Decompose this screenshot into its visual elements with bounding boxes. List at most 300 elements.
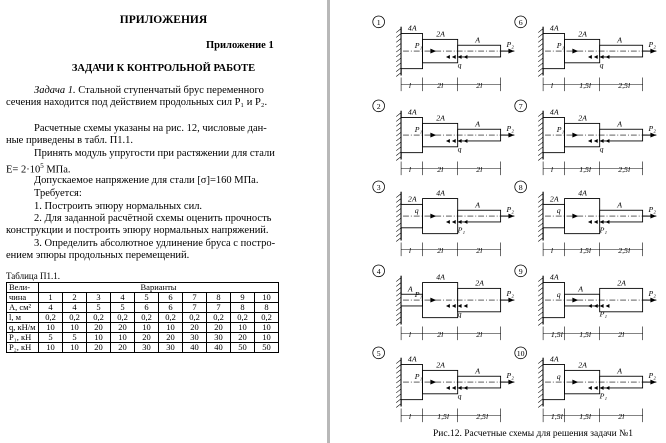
area-label: 2A <box>436 113 445 123</box>
wall-hatch <box>538 394 543 398</box>
load-label-p2: P₂ <box>648 289 656 299</box>
scheme-diagram-3 <box>370 180 520 260</box>
wall-hatch <box>396 203 401 207</box>
scheme-number: 9 <box>518 266 523 276</box>
scheme-diagram-8 <box>512 180 662 260</box>
wall-hatch <box>538 404 543 408</box>
length-label: 1,5l <box>437 412 450 422</box>
wall-hatch <box>396 292 401 296</box>
scheme-diagram-9 <box>512 264 662 344</box>
wall-hatch <box>538 317 543 321</box>
wall-hatch <box>538 147 543 151</box>
load-label-p1: q <box>556 206 561 216</box>
para2-line-2: ные приведены в табл. П1.1. <box>6 135 134 146</box>
length-label: 2l <box>618 412 625 422</box>
wall-hatch <box>396 384 401 388</box>
wall-hatch <box>538 68 543 72</box>
table-cell: 5 <box>39 333 63 343</box>
scheme-diagram-7 <box>512 99 662 179</box>
table-header-cell: Варианты <box>39 283 279 293</box>
wall-hatch <box>538 53 543 57</box>
table-row <box>7 313 279 323</box>
table-cell: 20 <box>207 323 231 333</box>
length-label: 2l <box>437 330 444 340</box>
wall-hatch <box>396 68 401 72</box>
wall-hatch <box>396 142 401 146</box>
wall-hatch <box>396 228 401 232</box>
table-cell: 7 <box>207 303 231 313</box>
p2-arrowhead <box>650 214 656 219</box>
para3-line-1: Принять модуль упругости при растяжении для стали <box>34 148 275 159</box>
task-line-1: Задача 1. Стальной ступенчатый брус переменного <box>34 85 264 96</box>
load-label-p2: P₂ <box>648 40 656 50</box>
length-label: 1,5l <box>550 412 563 422</box>
table-row <box>7 333 279 343</box>
load-label-q: q <box>457 60 462 70</box>
p2-arrowhead <box>650 380 656 385</box>
wall-hatch <box>538 292 543 296</box>
wall-hatch <box>538 132 543 136</box>
wall-hatch <box>538 63 543 67</box>
requirement-2-line-1: 2. Для заданной расчётной схемы оценить прочность <box>34 213 272 224</box>
area-label: 4A <box>407 354 417 364</box>
wall-hatch <box>396 404 401 408</box>
area-label: 2A <box>407 194 417 204</box>
wall-hatch <box>538 142 543 146</box>
length-label: 2l <box>437 165 444 175</box>
wall-hatch <box>396 399 401 403</box>
area-label: 2A <box>436 360 445 370</box>
appendix-label: Приложение 1 <box>206 40 274 51</box>
table-cell: 0,2 <box>63 313 87 323</box>
length-label: 1,5l <box>579 330 592 340</box>
load-label-p2: P₂ <box>648 124 656 134</box>
wall-hatch <box>396 302 401 306</box>
table-cell: 10 <box>159 323 183 333</box>
wall-hatch <box>538 223 543 227</box>
area-label: A <box>475 200 481 210</box>
wall-hatch <box>538 208 543 212</box>
wall-hatch <box>538 287 543 291</box>
section-title: ЗАДАЧИ К КОНТРОЛЬНОЙ РАБОТЕ <box>71 63 256 74</box>
wall-hatch <box>396 369 401 373</box>
table-cell: 10 <box>39 343 63 353</box>
scheme-diagram-10 <box>512 346 662 426</box>
wall-hatch <box>538 73 543 77</box>
wall-hatch <box>396 38 401 42</box>
area-label: A <box>617 200 623 210</box>
scheme-number: 7 <box>518 101 523 111</box>
wall-hatch <box>396 63 401 67</box>
table-cell: A, см² <box>7 303 39 313</box>
wall-hatch <box>538 360 543 364</box>
wall-hatch <box>396 317 401 321</box>
wall-hatch <box>396 137 401 141</box>
load-label-p1: q <box>414 206 419 216</box>
length-label: 2l <box>476 330 483 340</box>
wall-hatch <box>396 73 401 77</box>
table-cell: 0,2 <box>135 313 159 323</box>
area-label: 4A <box>549 23 559 33</box>
table-cell: 20 <box>111 323 135 333</box>
wall-hatch <box>538 297 543 301</box>
requirement-2-line-2: конструкции и построить эпюру нормальных напряжений. <box>6 225 269 236</box>
table-cell: 0,2 <box>39 313 63 323</box>
table-cell: 10 <box>111 333 135 343</box>
length-label: 1,5l <box>550 330 563 340</box>
table-cell: 40 <box>207 343 231 353</box>
wall-hatch <box>538 312 543 316</box>
table-row <box>7 323 279 333</box>
table-cell: 0,2 <box>183 313 207 323</box>
area-label: A <box>617 35 623 45</box>
table-cell: 5 <box>111 303 135 313</box>
wall-hatch <box>538 137 543 141</box>
wall-hatch <box>538 283 543 287</box>
para4: Допускаемое напряжение для стали [σ]=160 МПа. <box>34 175 259 186</box>
table-header-cell: чина <box>7 293 39 303</box>
p2-arrowhead <box>650 133 656 138</box>
wall-hatch <box>538 379 543 383</box>
area-label: 4A <box>549 107 559 117</box>
requirement-1: 1. Построить эпюру нормальных сил. <box>34 201 203 212</box>
table-header-cell: Вели- <box>7 283 39 293</box>
wall-hatch <box>396 208 401 212</box>
wall-hatch <box>396 312 401 316</box>
table-cell: 10 <box>87 333 111 343</box>
wall-hatch <box>538 307 543 311</box>
table-cell: 30 <box>183 333 207 343</box>
scheme-diagram-2 <box>370 99 520 179</box>
load-label-p1: P₁ <box>414 290 423 300</box>
table-cell: 0,2 <box>111 313 135 323</box>
length-label: l <box>550 246 554 256</box>
wall-hatch <box>396 322 401 326</box>
wall-hatch <box>538 233 543 237</box>
wall-hatch <box>538 384 543 388</box>
load-label-p1: P₁ <box>556 41 565 51</box>
wall-hatch <box>396 360 401 364</box>
table-cell: 0,2 <box>231 313 255 323</box>
wall-hatch <box>396 213 401 217</box>
load-label-q: q <box>457 391 462 401</box>
left-document-page <box>0 0 327 443</box>
table-cell: 10 <box>39 323 63 333</box>
table-cell: 50 <box>255 343 279 353</box>
length-label: l <box>550 165 554 175</box>
para3-line-2: $E= 2\cdot 10^5$ МПа. <box>6 162 71 176</box>
wall-hatch <box>538 38 543 42</box>
scheme-diagram-6 <box>512 15 662 95</box>
length-label: 1,5l <box>579 412 592 422</box>
length-label: 2,5l <box>618 246 631 256</box>
length-label: 2l <box>437 81 444 91</box>
table-cell: 4 <box>39 303 63 313</box>
wall-hatch <box>396 278 401 282</box>
table-cell: 5 <box>87 303 111 313</box>
area-label: 2A <box>578 360 587 370</box>
wall-hatch <box>396 394 401 398</box>
wall-hatch <box>396 127 401 131</box>
length-label: 2,5l <box>618 165 631 175</box>
table-header-cell: 1 <box>39 293 63 303</box>
load-label-q: P₁ <box>599 309 608 319</box>
area-label: A <box>407 284 413 294</box>
table-cell: 30 <box>159 343 183 353</box>
wall-hatch <box>396 48 401 52</box>
required-label: Требуется: <box>34 188 82 199</box>
wall-hatch <box>538 118 543 122</box>
table-cell: 7 <box>183 303 207 313</box>
table-header-cell: 5 <box>135 293 159 303</box>
wall-hatch <box>538 238 543 242</box>
area-label: 2A <box>578 113 587 123</box>
wall-hatch <box>538 322 543 326</box>
p2-arrowhead <box>650 49 656 54</box>
area-label: 4A <box>407 107 417 117</box>
wall-hatch <box>396 199 401 203</box>
wall-hatch <box>396 374 401 378</box>
load-label-p2: P₂ <box>648 205 656 215</box>
table-cell: 30 <box>135 343 159 353</box>
length-label: 2l <box>437 246 444 256</box>
table-cell: 0,2 <box>255 313 279 323</box>
table-header-cell: 2 <box>63 293 87 303</box>
scheme-diagram-1 <box>370 15 520 95</box>
table-header-cell: 6 <box>159 293 183 303</box>
table-cell: 6 <box>159 303 183 313</box>
wall-hatch <box>538 113 543 117</box>
length-label: 1,5l <box>579 81 592 91</box>
scheme-number: 1 <box>376 17 381 27</box>
requirement-3-line-2: ением эпюры продольных перемещений. <box>6 250 190 261</box>
table-cell: 10 <box>231 323 255 333</box>
load-label-p2: P₂ <box>506 40 514 50</box>
table-cell: 20 <box>87 323 111 333</box>
area-label: 4A <box>578 188 587 198</box>
area-label: A <box>617 366 623 376</box>
length-label: l <box>408 330 412 340</box>
table-cell: 6 <box>135 303 159 313</box>
table-header-row <box>7 283 279 293</box>
wall-hatch <box>396 157 401 161</box>
wall-hatch <box>396 365 401 369</box>
table-header-cell: 10 <box>255 293 279 303</box>
wall-hatch <box>538 228 543 232</box>
table-cell: 0,2 <box>87 313 111 323</box>
scheme-diagram-4 <box>370 264 520 344</box>
wall-hatch <box>396 147 401 151</box>
length-label: 2l <box>618 330 625 340</box>
wall-hatch <box>538 213 543 217</box>
wall-hatch <box>396 152 401 156</box>
wall-hatch <box>538 203 543 207</box>
table-cell: 50 <box>231 343 255 353</box>
area-label: A <box>475 366 481 376</box>
wall-hatch <box>396 53 401 57</box>
wall-hatch <box>538 399 543 403</box>
load-label-p2: P₂ <box>506 289 514 299</box>
scheme-diagram-5 <box>370 346 520 426</box>
area-label: 2A <box>436 29 445 39</box>
table-cell: 10 <box>255 333 279 343</box>
scheme-number: 4 <box>376 266 381 276</box>
wall-hatch <box>396 379 401 383</box>
table-cell: 10 <box>135 323 159 333</box>
table-header-cell: 7 <box>183 293 207 303</box>
wall-hatch <box>396 307 401 311</box>
table-header-cell: 9 <box>231 293 255 303</box>
load-label-q: q <box>457 309 462 319</box>
table-cell: 0,2 <box>159 313 183 323</box>
wall-hatch <box>396 194 401 198</box>
wall-hatch <box>396 118 401 122</box>
length-label: 2,5l <box>476 412 489 422</box>
p2-arrowhead <box>650 298 656 303</box>
length-label: 2l <box>476 81 483 91</box>
load-label-q: q <box>599 144 604 154</box>
wall-hatch <box>396 389 401 393</box>
area-label: 2A <box>475 278 484 288</box>
scheme-number: 6 <box>518 17 523 27</box>
load-label-p1: q <box>556 290 561 300</box>
length-label: 2,5l <box>618 81 631 91</box>
page-heading: ПРИЛОЖЕНИЯ <box>119 14 208 26</box>
figure-caption: Рис.12. Расчетные схемы для решения задачи №1 <box>433 429 633 439</box>
length-label: l <box>408 412 412 422</box>
load-label-q: q <box>599 60 604 70</box>
load-label-p2: P₂ <box>506 205 514 215</box>
table-caption: Таблица П1.1. <box>6 271 60 281</box>
table-cell: 20 <box>111 343 135 353</box>
load-label-q: q <box>457 144 462 154</box>
load-label-p1: P₁ <box>556 125 565 135</box>
load-label-p2: P₂ <box>506 371 514 381</box>
wall-hatch <box>538 374 543 378</box>
table-cell: P₁, кН <box>7 333 39 343</box>
area-label: 2A <box>549 194 559 204</box>
table-cell: 8 <box>255 303 279 313</box>
table-header-cell: 3 <box>87 293 111 303</box>
requirement-3-line-1: 3. Определить абсолютное удлинение бруса с постро- <box>34 238 276 249</box>
length-label: 2l <box>476 246 483 256</box>
wall-hatch <box>396 122 401 126</box>
table-cell: 10 <box>255 323 279 333</box>
wall-hatch <box>396 113 401 117</box>
wall-hatch <box>396 287 401 291</box>
variants-table <box>6 282 279 353</box>
scheme-number: 5 <box>376 348 381 358</box>
table-cell: q, кН/м <box>7 323 39 333</box>
wall-hatch <box>396 29 401 33</box>
table-header-cell: 4 <box>111 293 135 303</box>
table-cell: 20 <box>183 323 207 333</box>
table-cell: 10 <box>63 343 87 353</box>
load-label-p1: P₁ <box>414 372 423 382</box>
wall-hatch <box>538 48 543 52</box>
area-label: 4A <box>436 188 445 198</box>
wall-hatch <box>396 297 401 301</box>
wall-hatch <box>538 58 543 62</box>
wall-hatch <box>538 199 543 203</box>
wall-hatch <box>538 369 543 373</box>
area-label: 2A <box>578 29 587 39</box>
load-label-p2: P₂ <box>506 124 514 134</box>
area-label: 2A <box>617 278 626 288</box>
wall-hatch <box>538 302 543 306</box>
length-label: 1,5l <box>579 246 592 256</box>
wall-hatch <box>396 132 401 136</box>
wall-hatch <box>538 127 543 131</box>
area-label: 4A <box>549 272 559 282</box>
length-label: l <box>408 246 412 256</box>
area-label: A <box>475 35 481 45</box>
table-cell: 10 <box>63 323 87 333</box>
table-cell: 8 <box>231 303 255 313</box>
task-line-2: сечения находится под действием продольных сил P₁ и P₂. <box>6 97 268 108</box>
table-cell: l, м <box>7 313 39 323</box>
area-label: A <box>617 119 623 129</box>
wall-hatch <box>396 218 401 222</box>
scheme-number: 10 <box>516 348 525 358</box>
table-cell: 20 <box>159 333 183 343</box>
wall-hatch <box>538 122 543 126</box>
scheme-number: 2 <box>376 101 381 111</box>
load-label-q: P₁ <box>599 391 608 401</box>
table-cell: 20 <box>231 333 255 343</box>
wall-hatch <box>396 34 401 38</box>
para2-line-1: Расчетные схемы указаны на рис. 12, числовые дан- <box>34 123 267 134</box>
load-label-p1: q <box>556 372 561 382</box>
wall-hatch <box>396 233 401 237</box>
length-label: l <box>550 81 554 91</box>
load-label-p1: P₁ <box>414 41 423 51</box>
wall-hatch <box>396 58 401 62</box>
wall-hatch <box>396 238 401 242</box>
wall-hatch <box>538 43 543 47</box>
table-row <box>7 303 279 313</box>
wall-hatch <box>538 218 543 222</box>
table-cell: 20 <box>87 343 111 353</box>
length-label: 1,5l <box>579 165 592 175</box>
load-label-q: P₁ <box>599 225 608 235</box>
area-label: 4A <box>549 354 559 364</box>
wall-hatch <box>538 278 543 282</box>
wall-hatch <box>396 283 401 287</box>
area-label: A <box>578 284 583 294</box>
table-cell: 40 <box>183 343 207 353</box>
table-cell: 5 <box>63 333 87 343</box>
table-header-row <box>7 293 279 303</box>
table-header-cell: 8 <box>207 293 231 303</box>
wall-hatch <box>538 29 543 33</box>
table-cell: 4 <box>63 303 87 313</box>
table-cell: 30 <box>207 333 231 343</box>
wall-hatch <box>396 223 401 227</box>
wall-hatch <box>538 34 543 38</box>
table-row <box>7 343 279 353</box>
load-label-p2: P₂ <box>648 371 656 381</box>
wall-hatch <box>538 389 543 393</box>
scheme-number: 3 <box>376 182 381 192</box>
wall-hatch <box>538 365 543 369</box>
wall-hatch <box>538 152 543 156</box>
table-cell: 20 <box>135 333 159 343</box>
length-label: 2l <box>476 165 483 175</box>
area-label: A <box>475 119 481 129</box>
load-label-p1: P₁ <box>414 125 423 135</box>
length-label: l <box>408 165 412 175</box>
